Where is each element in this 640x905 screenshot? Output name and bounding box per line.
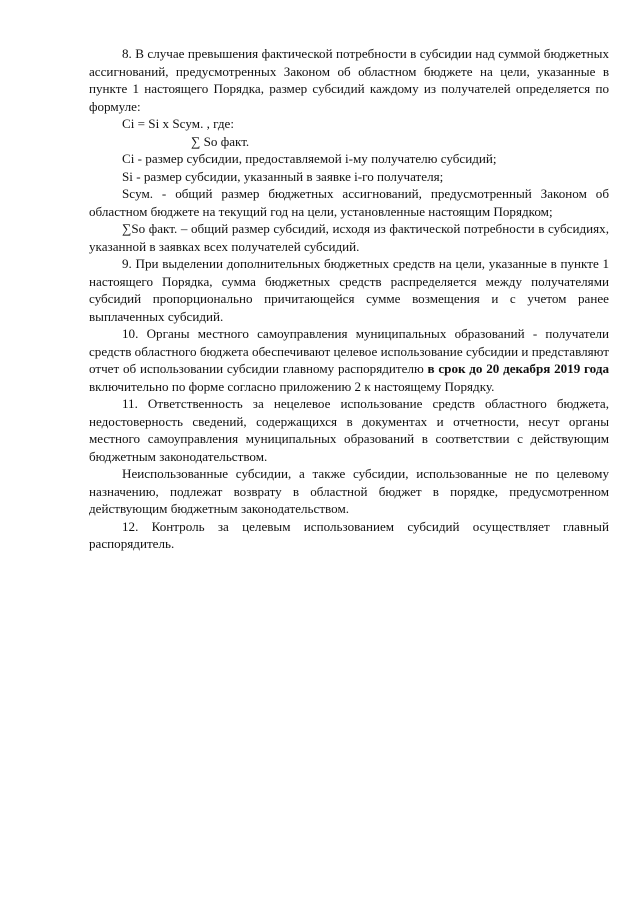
paragraph-10-deadline: в срок до 20 декабря 2019 года — [427, 361, 609, 376]
paragraph-10-text: 10. Органы местного самоуправления муниципальных образований - получатели средств областного бюджета обеспечивают целевое использование субсидии и представляют отчет об использовании субсидии главному распорядителю — [89, 326, 609, 376]
paragraph-10 — [89, 325, 609, 395]
paragraph-11: 11. Ответственность за нецелевое использование средств областного бюджета, недостоверность сведений, содержащихся в документах и отчетности, несут органы местного самоуправления муниципальных образований в соответствии с действующим бюджетным законодательством. — [89, 396, 609, 464]
paragraph-10-text-end: включительно по форме согласно приложению 2 к настоящему Порядку. — [89, 378, 495, 394]
paragraph-9: 9. При выделении дополнительных бюджетных средств на цели, указанные в пункте 1 настоящего Порядка, сумма бюджетных средств распределяется между получателями субсидий пропорционально причитающейся сумме возмещения и с учетом ранее выплаченных субсидий. — [89, 256, 609, 324]
paragraph-11-unused-subsidies: Неиспользованные субсидии, а также субсидии, использованные не по целевому назначению, подлежат возврату в областной бюджет в порядке, предусмотренном действующим бюджетным законодательством. — [89, 466, 609, 516]
document-body — [89, 45, 609, 553]
definition-si: Si - размер субсидии, указанный в заявке i-го получателя; — [122, 168, 444, 184]
formula-denominator: ∑ So факт. — [191, 133, 250, 149]
formula-line: Ci = Si x Scум. , где: — [122, 116, 234, 131]
definition-ci: Ci - размер субсидии, предоставляемой i-му получателю субсидий; — [122, 151, 497, 166]
paragraph-8: 8. В случае превышения фактической потребности в субсидии над суммой бюджетных ассигнований, предусмотренных Законом об областном бюджете на цели, указанные в пункте 1 настоящего Порядка, размер субсидий каждому из получателей определяется по формуле: — [89, 46, 609, 114]
paragraph-12: 12. Контроль за целевым использованием субсидий осуществляет главный распорядитель. — [89, 518, 609, 551]
definition-scum: Scум. - общий размер бюджетных ассигнований, предусмотренный Законом об областном бюджете на текущий год на цели, установленные настоящим Порядком; — [89, 186, 609, 219]
definition-so: ∑So факт. – общий размер субсидий, исходя из фактической потребности в субсидиях, указанной в заявках всех получателей субсидий. — [89, 221, 609, 254]
